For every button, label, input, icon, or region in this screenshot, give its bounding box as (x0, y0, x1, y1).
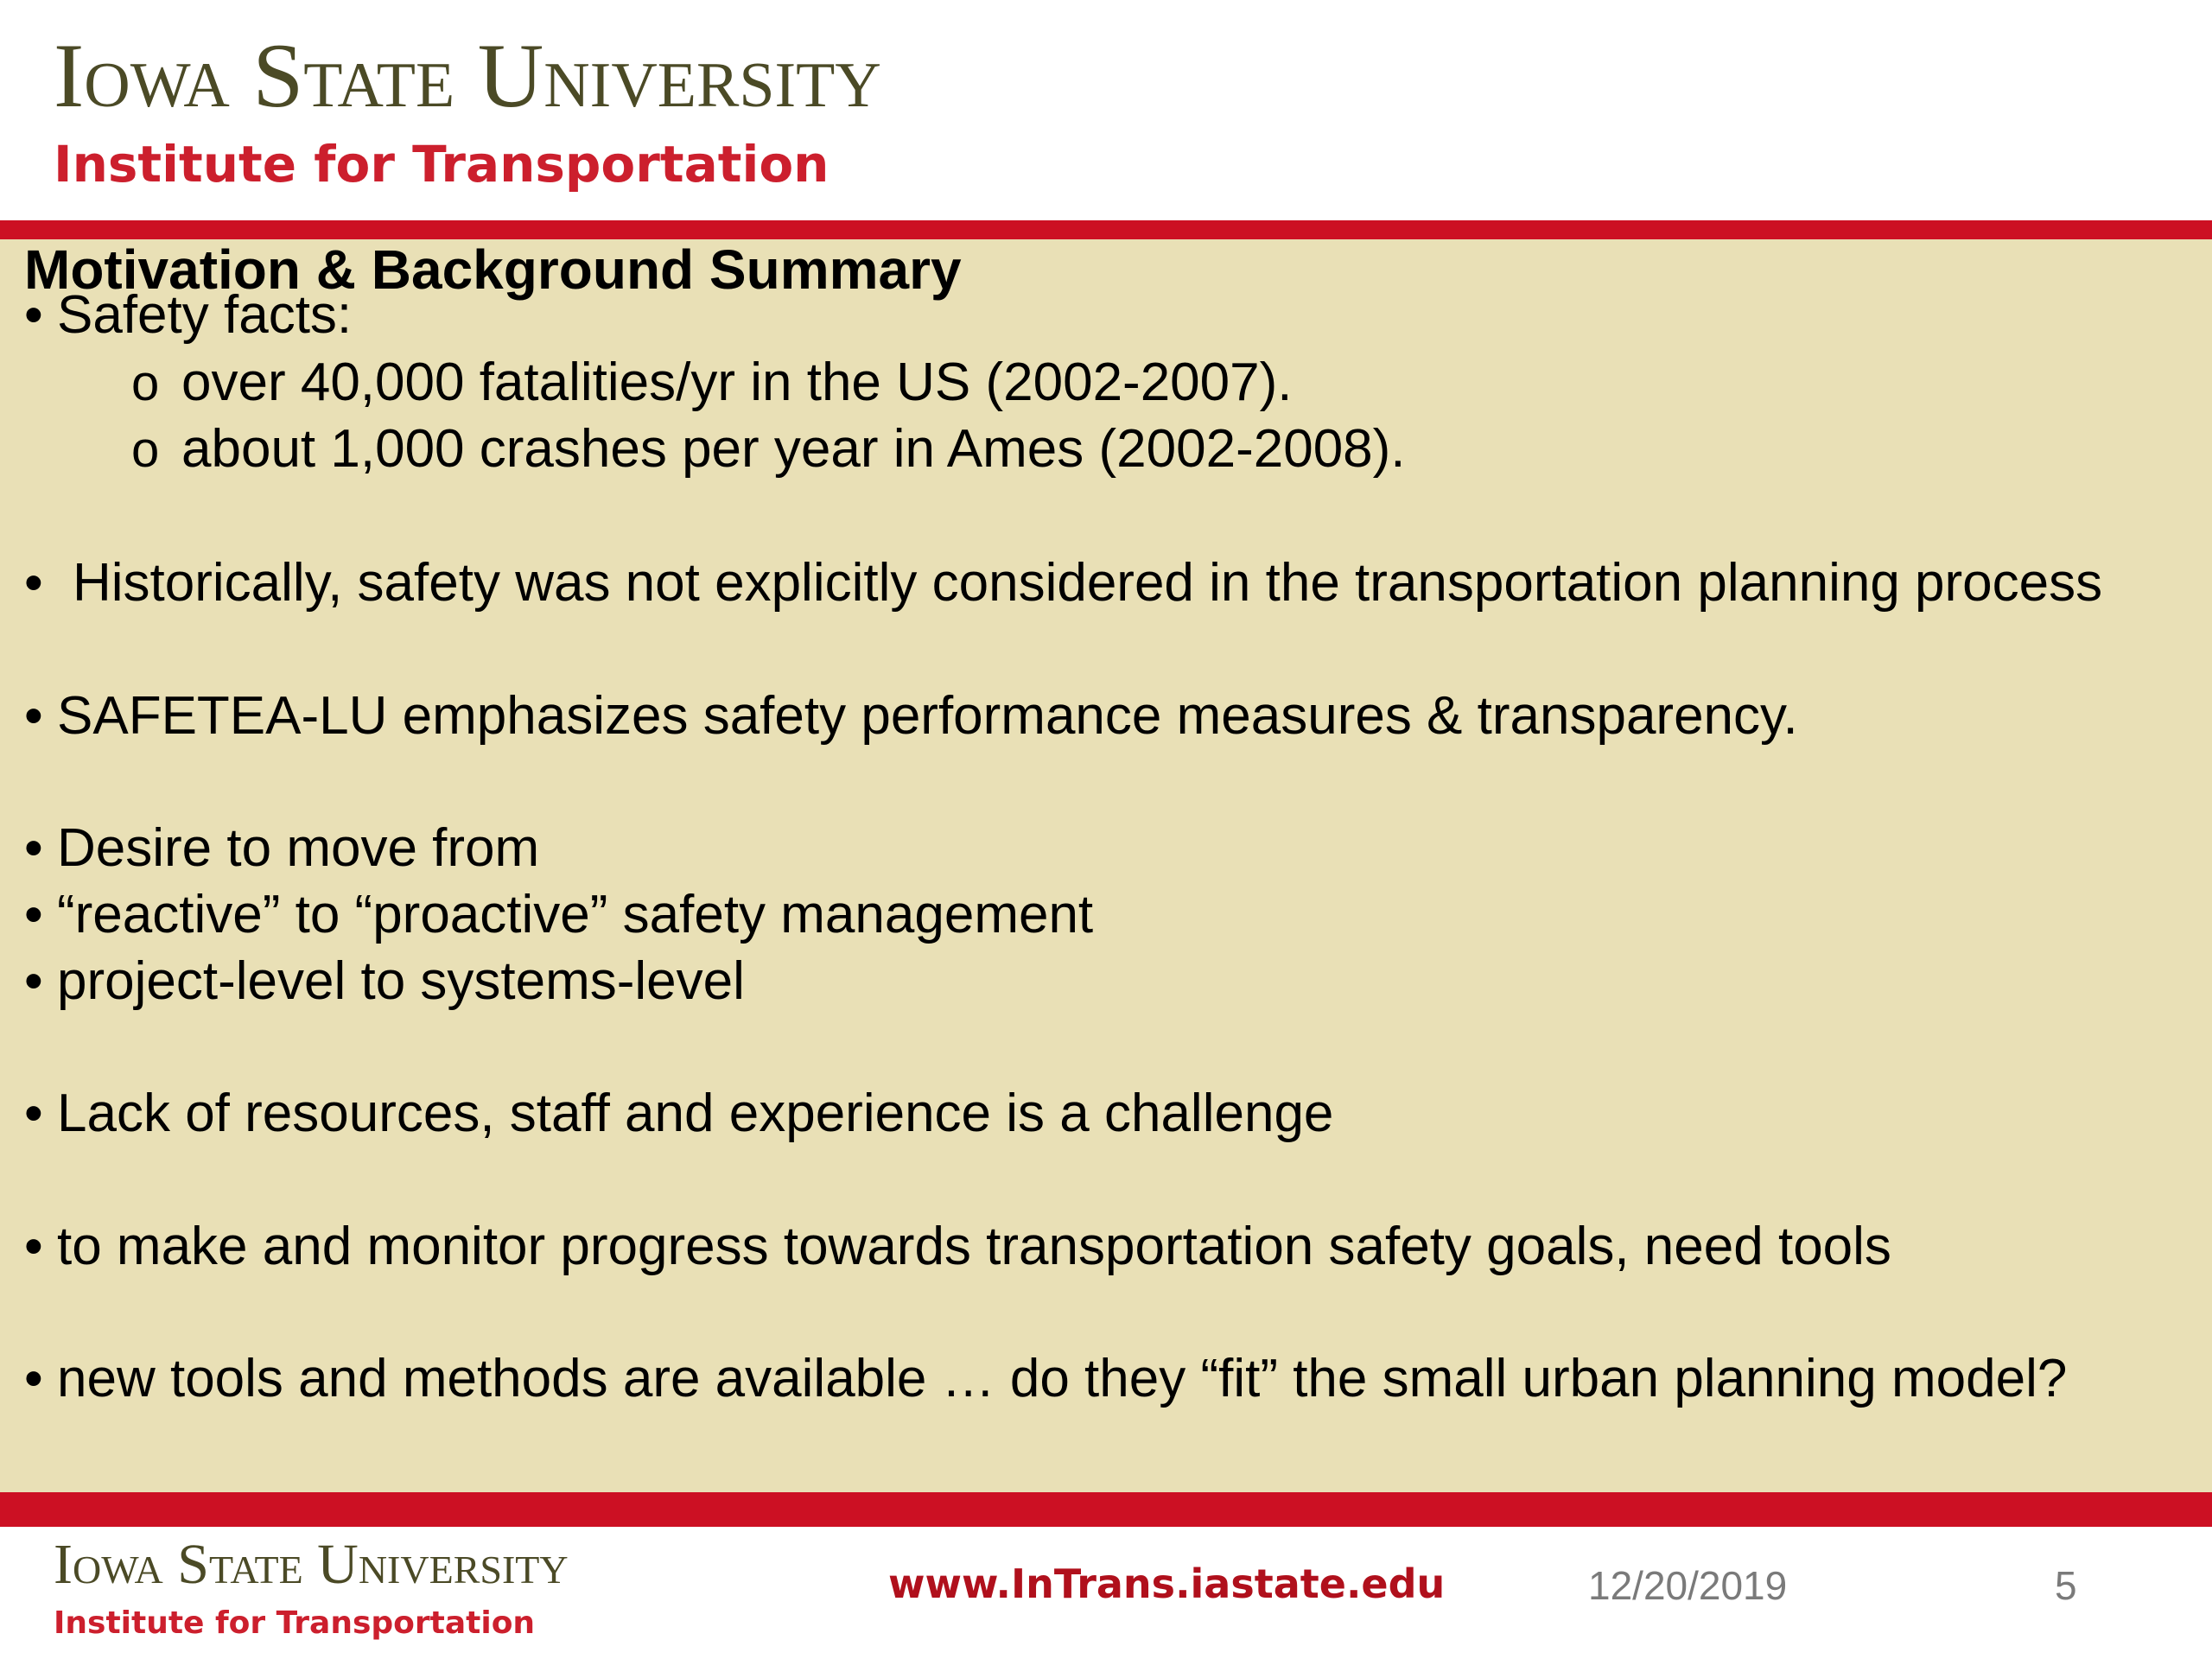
footer-date: 12/20/2019 (1588, 1563, 1788, 1608)
bullet-text: over 40,000 fatalities/yr in the US (2002-2007). (181, 353, 1293, 412)
bullet-text: to make and monitor progress towards transportation safety goals, need tools (57, 1217, 1891, 1276)
university-logo-text: Iowa State University (54, 25, 881, 126)
bullet-text: Safety facts: (57, 285, 353, 345)
bullet-text: project-level to systems-level (57, 951, 745, 1011)
institute-logo-text: Institute for Transportation (54, 135, 830, 194)
bullet-item (24, 552, 2102, 614)
slide-content (0, 239, 2212, 1492)
bullet-item (24, 284, 352, 346)
bullet-item (24, 1083, 1333, 1145)
sub-bullet-marker: o (131, 355, 160, 411)
bullet-text: about 1,000 crashes per year in Ames (2002-2008). (181, 419, 1406, 479)
header-divider (0, 220, 2212, 239)
sub-bullet-item (131, 352, 1293, 415)
footer-website-link[interactable]: www.InTrans.iastate.edu (888, 1560, 1446, 1607)
bullet-item (24, 950, 745, 1013)
bullet-text: new tools and methods are available … do they “fit” the small urban planning model? (57, 1349, 2068, 1408)
slide-footer (0, 1527, 2212, 1659)
bullet-marker: • (24, 285, 43, 345)
bullet-text: Historically, safety was not explicitly considered in the transportation planning process (73, 553, 2103, 613)
slide-title: Motivation & Background Summary (24, 238, 962, 301)
bullet-marker: • (24, 951, 43, 1011)
sub-bullet-marker: o (131, 422, 160, 478)
footer-institute-logo-text: Institute for Transportation (54, 1605, 536, 1641)
bullet-item (24, 817, 539, 880)
slide-header (0, 0, 2212, 220)
footer-divider (0, 1492, 2212, 1527)
sub-bullet-item (131, 418, 1406, 481)
bullet-text: Lack of resources, staff and experience is a challenge (57, 1084, 1334, 1143)
bullet-item (24, 1216, 1891, 1278)
bullet-marker: • (24, 1217, 43, 1276)
bullet-text: Desire to move from (57, 818, 540, 878)
bullet-item (24, 884, 1093, 946)
bullet-marker: • (24, 686, 43, 746)
bullet-marker: • (24, 885, 43, 944)
bullet-item (24, 685, 1798, 747)
footer-university-logo-text: Iowa State University (54, 1533, 569, 1596)
bullet-item (24, 1348, 2067, 1410)
bullet-marker: • (24, 553, 43, 613)
bullet-text: “reactive” to “proactive” safety management (57, 885, 1094, 944)
bullet-marker: • (24, 1349, 43, 1408)
bullet-marker: • (24, 818, 43, 878)
page-number: 5 (2055, 1563, 2077, 1608)
bullet-text: SAFETEA-LU emphasizes safety performance measures & transparency. (57, 686, 1798, 746)
bullet-marker: • (24, 1084, 43, 1143)
